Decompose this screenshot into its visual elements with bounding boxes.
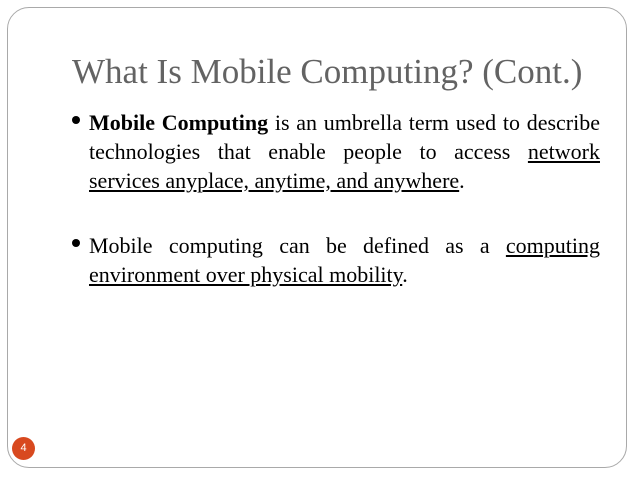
bullet-2-underlined: computing environment over physical mobility [89, 233, 600, 287]
bullet-list [72, 108, 600, 289]
bullet-dot-icon [72, 116, 80, 124]
bullet-2-text: Mobile computing can be defined as a [89, 233, 506, 258]
page-number-badge: 4 [12, 437, 35, 460]
bullet-item-2 [72, 231, 600, 289]
bullet-2-end: . [402, 262, 408, 287]
bullet-1-underlined: network services anyplace, anytime, and anywhere [89, 139, 600, 193]
bullet-item-1 [72, 108, 600, 195]
bullet-1-bold: Mobile Computing [89, 110, 269, 135]
slide-title: What Is Mobile Computing? (Cont.) [72, 52, 583, 91]
bullet-dot-icon [72, 239, 80, 247]
bullet-1-end: . [459, 168, 465, 193]
bullet-1-text: is an umbrella term used to describe technologies that enable people to access [89, 110, 600, 164]
